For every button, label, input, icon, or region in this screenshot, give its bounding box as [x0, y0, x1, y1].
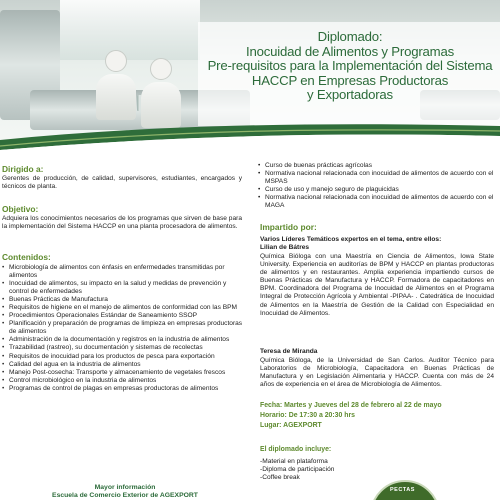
expert2-bio: Química Bióloga, de la Universidad de San Carlos. Auditor Técnico para Laboratorios de Microbiología, Capacitadora en Buenas Prácticas de Manufactura y en Legislación Alimentaria y HACCP. Cuenta con más de 24 años de experiencia en el área de Microbiología de Alimentos. — [260, 357, 494, 389]
course-list — [258, 162, 494, 211]
footer-line: Mayor información — [94, 484, 156, 491]
contenidos-heading: Contenidos: — [2, 252, 51, 262]
includes-heading: El diplomado incluye: — [260, 446, 332, 453]
list-item: • Procedimientos Operacionales Estándar de Saneamiento SSOP — [2, 312, 246, 320]
list-item: • Requisitos de inocuidad para los productos de pesca para exportación — [2, 353, 246, 361]
list-item: • Curso de uso y manejo seguro de plaguicidas — [258, 186, 494, 194]
list-item: • Buenas Prácticas de Manufactura — [2, 296, 246, 304]
title-line: Diplomado: — [317, 29, 383, 44]
right-column — [258, 162, 500, 500]
expert2-name: Teresa de Miranda — [260, 348, 318, 355]
list-item: • Microbiología de alimentos con énfasis en enfermedades transmitidas por alimentos — [2, 264, 246, 280]
list-item: • Trazabilidad (rastreo), su documentación y sistemas de recolectas — [2, 344, 246, 352]
footer-line: Escuela de Comercio Exterior de AGEXPORT — [52, 492, 198, 499]
title-line: Pre-requisitos para la Implementación del Sistema — [207, 58, 493, 74]
photo-worker-center — [105, 50, 136, 120]
dirigido-text: Gerentes de producción, de calidad, supervisores, estudiantes, encargados y técnicos de planta. — [2, 175, 242, 191]
schedule-place: Lugar: AGEXPORT — [260, 422, 322, 429]
list-item: • Programas de control de plagas en empresas productoras de alimentos — [2, 385, 246, 393]
left-column — [0, 162, 250, 500]
experts-intro: Varios Líderes Temáticos expertos en el tema, entre ellos: — [260, 236, 442, 243]
list-item: • Requisitos de higiene en el manejo de alimentos de conformidad con las BPM — [2, 304, 246, 312]
list-item: • Control microbiológico en la industria de alimentos — [2, 377, 246, 385]
expert1-bio: Química Bióloga con una Maestría en Ciencia de Alimentos, Iowa State University. Experiencia en auditorías de BPM y HACCP en plantas productoras de alimentos y en restaurantes. Amplia experiencia impartiendo cursos de Buenas Prácticas de Manufactura y HACCP. Formadora de capacitadores en BPM. Coordinadora del Programa de Inocuidad de Alimentos en el Programa Integral de Protección Agrícola y Ambiental -PIPAA- . Catedrática de Inocuidad de Alimentos en la Maestría de Gestión de la Calidad con Especialidad en Inocuidad de Alimentos. — [260, 253, 494, 317]
impartido-heading: Impartido por: — [260, 222, 317, 232]
expert1-name: Lilian de Bátres — [260, 244, 310, 251]
includes-list — [260, 458, 334, 482]
objetivo-text: Adquiera los conocimientos necesarios de los programas que sirven de base para la implementación del Sistema HACCP en una planta procesadora de alimentos. — [2, 215, 242, 231]
objetivo-heading: Objetivo: — [2, 204, 39, 214]
title-line: HACCP en Empresas Productoras — [251, 72, 449, 88]
page-title — [200, 30, 500, 103]
list-item: • Manejo Post-cosecha: Transporte y almacenamiento de vegetales frescos — [2, 369, 246, 377]
list-item: • Planificación y preparación de programas de limpieza en empresas productoras de alimentos — [2, 320, 246, 336]
list-item: -Material en plataforma — [260, 458, 328, 465]
title-line: y Exportadoras — [307, 87, 393, 103]
contents-list — [2, 264, 246, 393]
schedule-date: Fecha: Martes y Jueves del 28 de febrero al 22 de mayo — [260, 402, 442, 409]
list-item: • Normativa nacional relacionada con inocuidad de alimentos de acuerdo con el MAGA — [258, 194, 494, 210]
dirigido-heading: Dirigido a: — [2, 164, 44, 174]
list-item: • Administración de la documentación y registros en la industria de alimentos — [2, 336, 246, 344]
list-item: -Diploma de participación — [260, 466, 335, 474]
list-item: • Curso de buenas prácticas agrícolas — [258, 162, 494, 170]
list-item: • Calidad del agua en la industria de alimentos — [2, 361, 246, 369]
list-item: -Coffee break — [260, 474, 300, 482]
seal-logo-text: PECTAS — [390, 487, 415, 493]
schedule-time: Horario: De 17:30 a 20:30 hrs — [260, 412, 355, 419]
title-line: Inocuidad de Alimentos y Programas — [246, 43, 454, 59]
list-item: • Inocuidad de alimentos, su impacto en la salud y medidas de prevención y control de enfermedades — [2, 280, 246, 296]
list-item: • Normativa nacional relacionada con inocuidad de alimentos de acuerdo con el MSPAS — [258, 170, 494, 186]
contact-footer — [0, 484, 250, 500]
photo-worker-right — [150, 58, 181, 128]
green-swoosh — [0, 120, 500, 156]
